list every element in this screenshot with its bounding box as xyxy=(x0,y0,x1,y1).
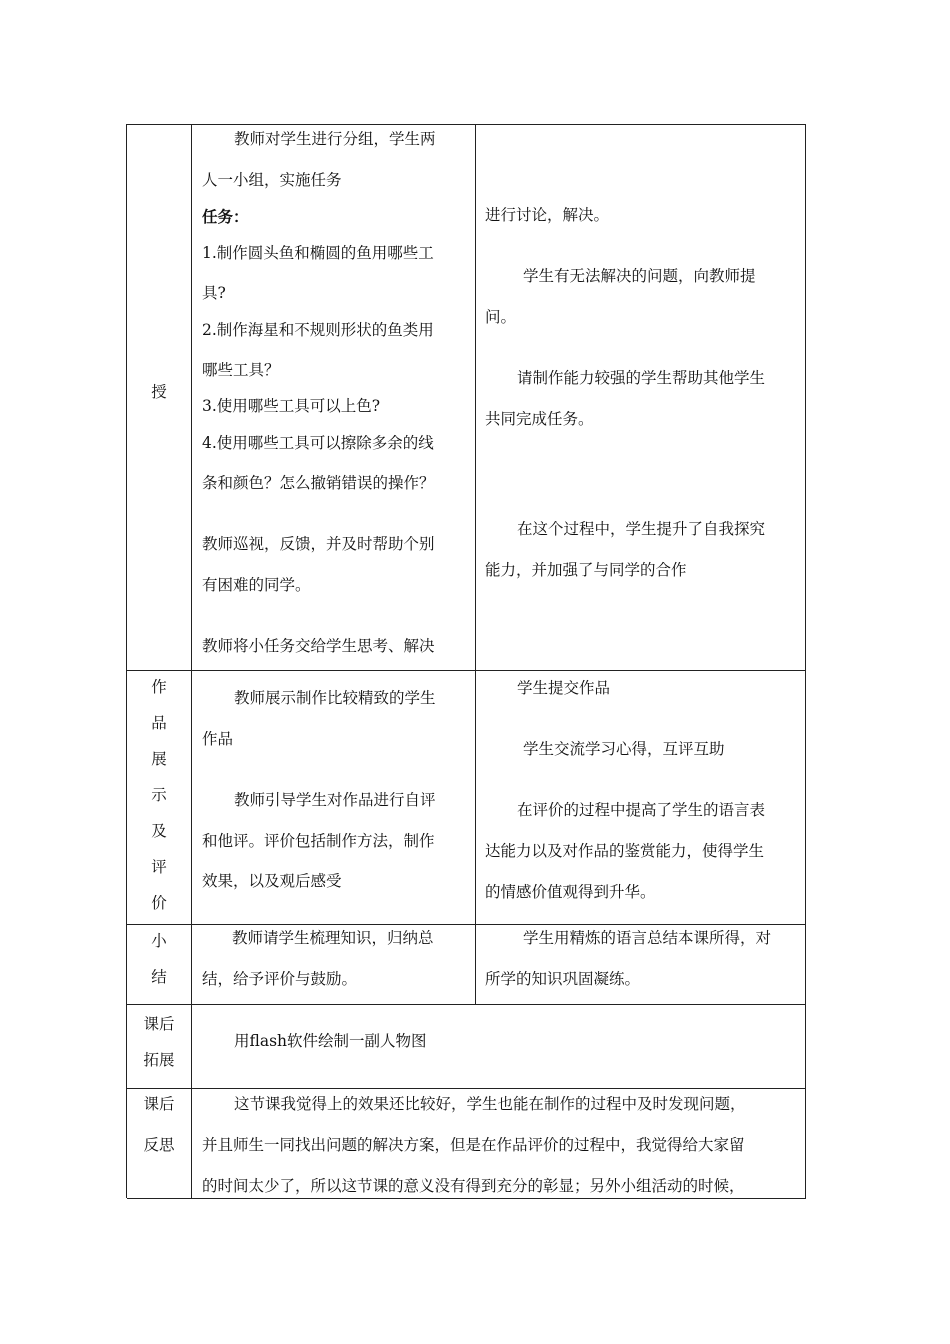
teacher-text-line: 作品 xyxy=(202,730,234,748)
row-showcase-label: 示 xyxy=(151,786,167,804)
row-teach-teacher-cell xyxy=(192,125,476,671)
task-item-line: 条和颜色？怎么撤销错误的操作？ xyxy=(202,474,435,492)
student-text-line: 学生用精炼的语言总结本课所得，对 xyxy=(523,929,772,947)
row-summary-label-cell xyxy=(127,925,192,1005)
extension-text: 用flash软件绘制一副人物图 xyxy=(234,1032,427,1050)
row-showcase-label: 评 xyxy=(151,858,167,876)
teacher-text-line: 教师将小任务交给学生思考、解决 xyxy=(202,637,435,655)
teacher-text-line: 有困难的同学。 xyxy=(202,576,311,594)
teacher-text-line: 人一小组，实施任务 xyxy=(202,171,342,189)
row-summary-label: 结 xyxy=(151,968,167,986)
row-reflection-label: 课后 xyxy=(143,1095,175,1113)
row-showcase-label-cell xyxy=(127,671,192,925)
row-showcase-student-cell xyxy=(476,671,806,925)
row-reflection-label: 反思 xyxy=(143,1136,175,1154)
teacher-text-line: 结，给予评价与鼓励。 xyxy=(202,970,358,988)
row-teach-student-cell xyxy=(476,125,806,671)
task-item-line: 1.制作圆头鱼和椭圆的鱼用哪些工 xyxy=(202,244,434,262)
task-item-line: 3.使用哪些工具可以上色? xyxy=(202,397,381,415)
row-showcase-label: 展 xyxy=(151,750,167,768)
row-teach-label-cell xyxy=(127,125,192,671)
reflection-text-line: 并且师生一同找出问题的解决方案，但是在作品评价的过程中，我觉得给大家留 xyxy=(202,1136,745,1154)
student-text-line: 学生提交作品 xyxy=(517,679,611,697)
teacher-text-line: 教师展示制作比较精致的学生 xyxy=(234,689,436,707)
row-showcase-label: 价 xyxy=(151,894,167,912)
teacher-text-line: 教师请学生梳理知识，归纳总 xyxy=(232,929,434,947)
teacher-text-line: 效果，以及观后感受 xyxy=(202,872,342,890)
student-text-line: 进行讨论，解决。 xyxy=(485,206,610,224)
teacher-text-line: 教师引导学生对作品进行自评 xyxy=(234,791,436,809)
row-showcase-label: 品 xyxy=(151,714,167,732)
student-text-line: 学生交流学习心得，互评互助 xyxy=(523,740,725,758)
row-showcase-label: 及 xyxy=(151,822,167,840)
student-text-line: 共同完成任务。 xyxy=(485,410,594,428)
row-extension-label: 拓展 xyxy=(143,1051,175,1069)
lesson-plan-table xyxy=(126,124,806,1198)
row-extension-label: 课后 xyxy=(143,1015,175,1033)
row-extension-label-cell xyxy=(127,1005,192,1089)
student-text-line: 请制作能力较强的学生帮助其他学生 xyxy=(517,369,766,387)
row-reflection-content-cell xyxy=(192,1089,806,1199)
student-text-line: 达能力以及对作品的鉴赏能力，使得学生 xyxy=(485,842,765,860)
student-text-line: 在评价的过程中提高了学生的语言表 xyxy=(517,801,766,819)
student-text-line: 在这个过程中，学生提升了自我探究 xyxy=(517,520,766,538)
student-text-line: 所学的知识巩固凝练。 xyxy=(485,970,641,988)
row-showcase-label: 作 xyxy=(151,678,167,696)
row-summary-teacher-cell xyxy=(192,925,476,1005)
row-extension-content-cell xyxy=(192,1005,806,1089)
reflection-text-line: 这节课我觉得上的效果还比较好，学生也能在制作的过程中及时发现问题， xyxy=(234,1095,746,1113)
task-item-line: 4.使用哪些工具可以擦除多余的线 xyxy=(202,434,434,452)
student-text-line: 学生有无法解决的问题，向教师提 xyxy=(523,267,756,285)
student-text-line: 的情感价值观得到升华。 xyxy=(485,883,656,901)
reflection-text-line: 的时间太少了，所以这节课的意义没有得到充分的彰显；另外小组活动的时候， xyxy=(202,1177,745,1195)
row-showcase-teacher-cell xyxy=(192,671,476,925)
task-item-line: 哪些工具？ xyxy=(202,361,280,379)
student-text-line: 问。 xyxy=(485,308,517,326)
row-summary-student-cell xyxy=(476,925,806,1005)
task-heading: 任务： xyxy=(202,208,249,226)
task-item-line: 2.制作海星和不规则形状的鱼类用 xyxy=(202,321,434,339)
row-reflection-label-cell xyxy=(127,1089,192,1199)
teacher-text-line: 教师对学生进行分组，学生两 xyxy=(234,130,436,148)
task-item-line: 具? xyxy=(202,284,226,302)
row-summary-label: 小 xyxy=(151,932,167,950)
teacher-text-line: 教师巡视，反馈，并及时帮助个别 xyxy=(202,535,435,553)
teacher-text-line: 和他评。评价包括制作方法，制作 xyxy=(202,832,435,850)
row-teach-label: 授 xyxy=(151,383,167,401)
student-text-line: 能力，并加强了与同学的合作 xyxy=(485,561,687,579)
